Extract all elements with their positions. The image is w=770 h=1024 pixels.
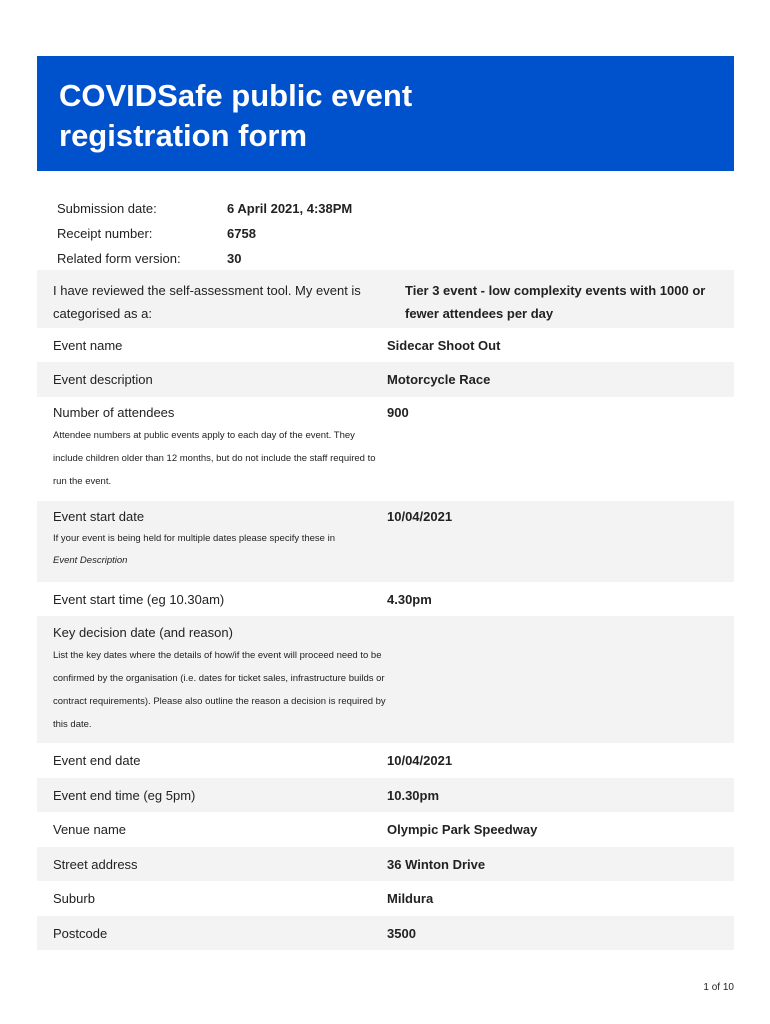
form-header — [37, 56, 734, 171]
meta-row-receipt-number — [57, 221, 352, 246]
row-value: 10.30pm — [387, 787, 440, 803]
row-value — [387, 622, 718, 743]
meta-value: 6758 — [227, 226, 256, 241]
row-venue-name — [37, 812, 734, 847]
row-event-end-date — [37, 743, 734, 778]
row-event-end-time — [37, 778, 734, 812]
help-text: If your event is being held for multiple dates please specify these in — [53, 533, 335, 544]
row-suburb — [37, 881, 734, 916]
row-help-text — [53, 528, 387, 572]
form-rows — [37, 270, 734, 950]
row-label-text: Key decision date (and reason) — [53, 625, 233, 640]
row-number-of-attendees — [37, 397, 734, 501]
help-emphasis: Event Description — [53, 555, 128, 566]
meta-row-submission-date — [57, 196, 352, 221]
row-label: Event start time (eg 10.30am) — [53, 591, 225, 607]
meta-label: Submission date: — [57, 201, 157, 216]
row-event-name — [37, 328, 734, 362]
row-label: Event end date — [53, 753, 141, 768]
meta-value: 30 — [227, 251, 242, 266]
row-event-description — [37, 362, 734, 397]
row-label: Suburb — [53, 891, 95, 906]
row-help-text: Attendee numbers at public events apply to each day of the event. They include children older than 12 months, but do not include the staff required to run the event. — [53, 430, 376, 487]
row-value: Motorcycle Race — [387, 372, 491, 387]
row-event-start-time — [37, 582, 734, 616]
meta-label: Related form version: — [57, 251, 181, 266]
row-postcode — [37, 916, 734, 950]
row-label: Event description — [53, 372, 153, 387]
row-value: 3500 — [387, 925, 416, 941]
row-label — [53, 402, 387, 501]
row-label-text: Number of attendees — [53, 405, 175, 420]
row-label: Event end time (eg 5pm) — [53, 787, 196, 803]
submission-meta — [57, 196, 352, 271]
meta-row-form-version — [57, 246, 352, 271]
row-label — [53, 279, 405, 328]
row-event-start-date — [37, 501, 734, 582]
row-label — [53, 506, 387, 582]
row-label: Event name — [53, 337, 123, 353]
row-value: 10/04/2021 — [387, 509, 453, 524]
row-value: Tier 3 event - low complexity events with 1000 or fewer attendees per day — [405, 283, 706, 321]
row-label: Postcode — [53, 925, 108, 941]
page-title: COVIDSafe public event registration form — [59, 78, 413, 153]
row-event-category — [37, 270, 734, 328]
row-value: Olympic Park Speedway — [387, 822, 538, 837]
row-key-decision-date — [37, 616, 734, 743]
row-value: 10/04/2021 — [387, 753, 453, 768]
row-value: 36 Winton Drive — [387, 856, 486, 872]
row-label-text: I have reviewed the self-assessment tool. My event is categorised as a: — [53, 283, 361, 321]
row-value: 900 — [387, 405, 409, 420]
row-label: Street address — [53, 856, 138, 872]
page-number: 1 of 10 — [703, 982, 734, 993]
row-help-text: List the key dates where the details of how/if the event will proceed need to be confirmed by the organisation (i.e. dates for ticket sales, infrastructure builds or contract requirements). Please also outline the reason a decision is required by this date. — [53, 650, 386, 730]
row-label-text: Event start date — [53, 509, 145, 524]
row-value: Sidecar Shoot Out — [387, 337, 501, 353]
meta-label: Receipt number: — [57, 226, 153, 241]
row-label — [53, 622, 387, 743]
row-value: Mildura — [387, 891, 434, 906]
row-label: Venue name — [53, 822, 127, 837]
row-street-address — [37, 847, 734, 881]
row-value: 4.30pm — [387, 591, 432, 607]
meta-value: 6 April 2021, 4:38PM — [227, 201, 353, 216]
